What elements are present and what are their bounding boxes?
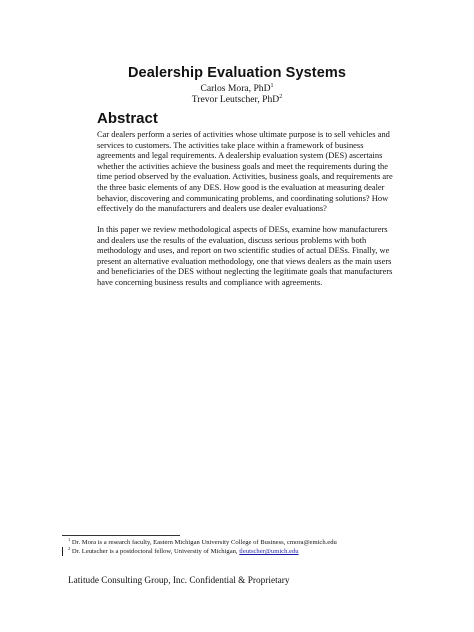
footnote-2-mark: 2 xyxy=(68,546,71,551)
author-2-footnote-mark: 2 xyxy=(279,94,283,100)
author-1 xyxy=(0,83,474,94)
abstract-paragraph-1: Car dealers perform a series of activities whose ultimate purpose is to sell vehicles and services to customers. The activities take place within a framework of business agreements and legal requirements. A dealership evaluation system (DES) ascertains whether the activities achieve the business goals and meet the requirements during the time period observed by the evaluation. Activities, business goals, and requirements are the three basic elements of any DES. How good is the evaluation at measuring dealer behavior, discovering and communicating problems, and coordinating solutions? How effectively do the manufacturers and dealers use dealer evaluations? xyxy=(97,129,393,214)
footnote-2-text: Dr. Leutscher is a postdoctoral fellow, University of Michigan, xyxy=(71,548,240,555)
page-footer: Latitude Consulting Group, Inc. Confidential & Proprietary xyxy=(68,576,290,586)
author-2-name: Trevor Leutscher, PhD xyxy=(191,94,280,105)
author-2 xyxy=(0,94,474,105)
footnote-1 xyxy=(68,539,337,547)
author-1-footnote-mark: 1 xyxy=(270,83,274,89)
paper-title: Dealership Evaluation Systems xyxy=(127,65,347,81)
author-1-name: Carlos Mora, PhD xyxy=(200,83,271,94)
footnote-2-email-link[interactable]: tleutscher@umich.edu xyxy=(239,548,299,555)
abstract-heading: Abstract xyxy=(97,110,158,127)
footnote-separator xyxy=(62,535,180,536)
footnote-1-text: Dr. Mora is a research faculty, Eastern Michigan University College of Business, cmora@emich.edu xyxy=(71,539,337,546)
abstract-paragraph-2: In this paper we review methodological aspects of DESs, examine how manufacturers and dealers use the results of the evaluation, discuss serious problems with both methodology and uses, and report on two scientific studies of actual DESs. Finally, we present an alternative evaluation methodology, one that views dealers as the main users and beneficiaries of the DES without neglecting the legitimate goals that manufacturers have concerning business results and compliance with agreements. xyxy=(97,224,393,287)
change-bar xyxy=(62,547,63,556)
footnote-2 xyxy=(68,548,299,556)
footnote-1-mark: 1 xyxy=(68,537,71,542)
